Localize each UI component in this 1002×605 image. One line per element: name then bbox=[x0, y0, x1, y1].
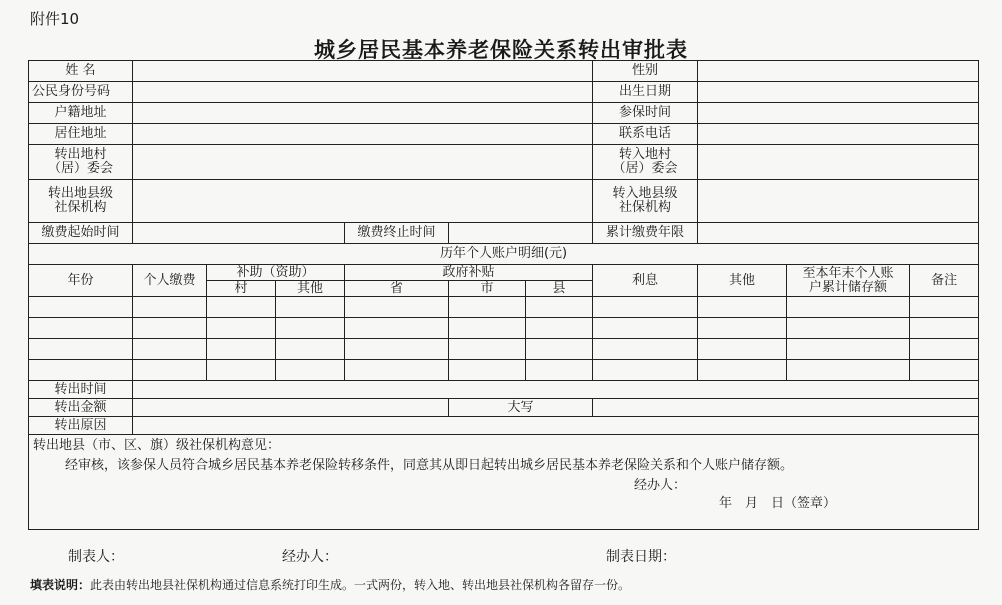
col-balance-1: 至本年末个人账 bbox=[802, 265, 894, 281]
gender-value[interactable] bbox=[698, 61, 979, 82]
table-row bbox=[29, 339, 979, 360]
col-city: 市 bbox=[449, 281, 526, 297]
phone-value[interactable] bbox=[698, 124, 979, 145]
out-county-value[interactable] bbox=[133, 180, 593, 223]
residence-address-value[interactable] bbox=[133, 124, 593, 145]
in-county-label-1: 转入地县级 bbox=[612, 186, 678, 201]
gender-label: 性别 bbox=[593, 61, 698, 82]
col-balance-2: 户累计储存额 bbox=[809, 279, 888, 295]
table-row bbox=[29, 297, 979, 318]
attachment-label: 附件10 bbox=[30, 10, 80, 28]
col-interest: 利息 bbox=[593, 265, 698, 297]
pay-years-label: 累计缴费年限 bbox=[593, 223, 698, 244]
county-opinion[interactable] bbox=[29, 435, 979, 530]
transfer-amount-label: 转出金额 bbox=[29, 399, 133, 417]
opinion-body: 经审核，该参保人员符合城乡居民基本养老保险转移条件，同意其从即日起转出城乡居民基本养老保险关系和个人账户储存额。 bbox=[65, 458, 794, 473]
insured-time-value[interactable] bbox=[698, 103, 979, 124]
out-county-label-1: 转出地县级 bbox=[47, 186, 113, 201]
pay-start-value[interactable] bbox=[133, 223, 345, 244]
preparer-label: 制表人： bbox=[68, 549, 124, 565]
phone-label: 联系电话 bbox=[593, 124, 698, 145]
pay-end-value[interactable] bbox=[449, 223, 593, 244]
handler-label: 经办人： bbox=[282, 549, 338, 565]
name-value[interactable] bbox=[133, 61, 593, 82]
form-title: 城乡居民基本养老保险关系转出审批表 bbox=[314, 38, 688, 62]
transfer-amount-value[interactable] bbox=[133, 399, 449, 417]
fill-instructions bbox=[30, 576, 630, 593]
col-county: 县 bbox=[526, 281, 593, 297]
in-county-label-2: 社保机构 bbox=[619, 200, 672, 215]
out-village-value[interactable] bbox=[133, 145, 593, 180]
in-village-value[interactable] bbox=[698, 145, 979, 180]
in-village-label bbox=[593, 145, 698, 180]
note-text: 此表由转出地县社保机构通过信息系统打印生成。一式两份，转入地、转出地县社保机构各留存一份。 bbox=[90, 578, 631, 592]
in-village-label-1: 转入地村 bbox=[619, 147, 672, 162]
col-province: 省 bbox=[345, 281, 449, 297]
account-section-title: 历年个人账户明细(元) bbox=[29, 244, 979, 265]
id-number-label: 公民身份号码 bbox=[29, 82, 133, 103]
col-balance bbox=[787, 265, 910, 297]
opinion-title: 转出地县（市、区、旗）级社保机构意见： bbox=[33, 438, 281, 453]
name-label: 姓 名 bbox=[29, 61, 133, 82]
pay-years-value[interactable] bbox=[698, 223, 979, 244]
transfer-time-label: 转出时间 bbox=[29, 381, 133, 399]
household-address-label: 户籍地址 bbox=[29, 103, 133, 124]
col-gov-subsidy: 政府补贴 bbox=[345, 265, 593, 281]
col-remarks: 备注 bbox=[910, 265, 979, 297]
note-label: 填表说明： bbox=[30, 578, 91, 592]
opinion-agent: 经办人： bbox=[634, 478, 687, 493]
out-village-label bbox=[29, 145, 133, 180]
out-village-label-1: 转出地村 bbox=[54, 147, 107, 162]
col-year: 年份 bbox=[29, 265, 133, 297]
col-other-subsidy: 其他 bbox=[276, 281, 345, 297]
table-row bbox=[29, 360, 979, 381]
insured-time-label: 参保时间 bbox=[593, 103, 698, 124]
out-county-label-2: 社保机构 bbox=[54, 200, 107, 215]
col-personal: 个人缴费 bbox=[133, 265, 207, 297]
in-village-label-2: （居）委会 bbox=[612, 161, 678, 176]
out-village-label-2: （居）委会 bbox=[47, 161, 113, 176]
in-county-label bbox=[593, 180, 698, 223]
pay-end-label: 缴费终止时间 bbox=[345, 223, 449, 244]
household-address-value[interactable] bbox=[133, 103, 593, 124]
uppercase-value[interactable] bbox=[593, 399, 979, 417]
out-county-label bbox=[29, 180, 133, 223]
in-county-value[interactable] bbox=[698, 180, 979, 223]
uppercase-label: 大写 bbox=[449, 399, 593, 417]
col-subsidy: 补助（资助） bbox=[207, 265, 345, 281]
prepare-date-label: 制表日期： bbox=[606, 549, 676, 565]
transfer-time-value[interactable] bbox=[133, 381, 979, 399]
transfer-reason-label: 转出原因 bbox=[29, 417, 133, 435]
id-number-value[interactable] bbox=[133, 82, 593, 103]
transfer-reason-value[interactable] bbox=[133, 417, 979, 435]
table-row bbox=[29, 318, 979, 339]
approval-form-table bbox=[28, 60, 979, 530]
col-other: 其他 bbox=[698, 265, 787, 297]
pay-start-label: 缴费起始时间 bbox=[29, 223, 133, 244]
birth-date-label: 出生日期 bbox=[593, 82, 698, 103]
residence-address-label: 居住地址 bbox=[29, 124, 133, 145]
opinion-date: 年 月 日（签章） bbox=[719, 496, 837, 511]
col-village: 村 bbox=[207, 281, 276, 297]
birth-date-value[interactable] bbox=[698, 82, 979, 103]
